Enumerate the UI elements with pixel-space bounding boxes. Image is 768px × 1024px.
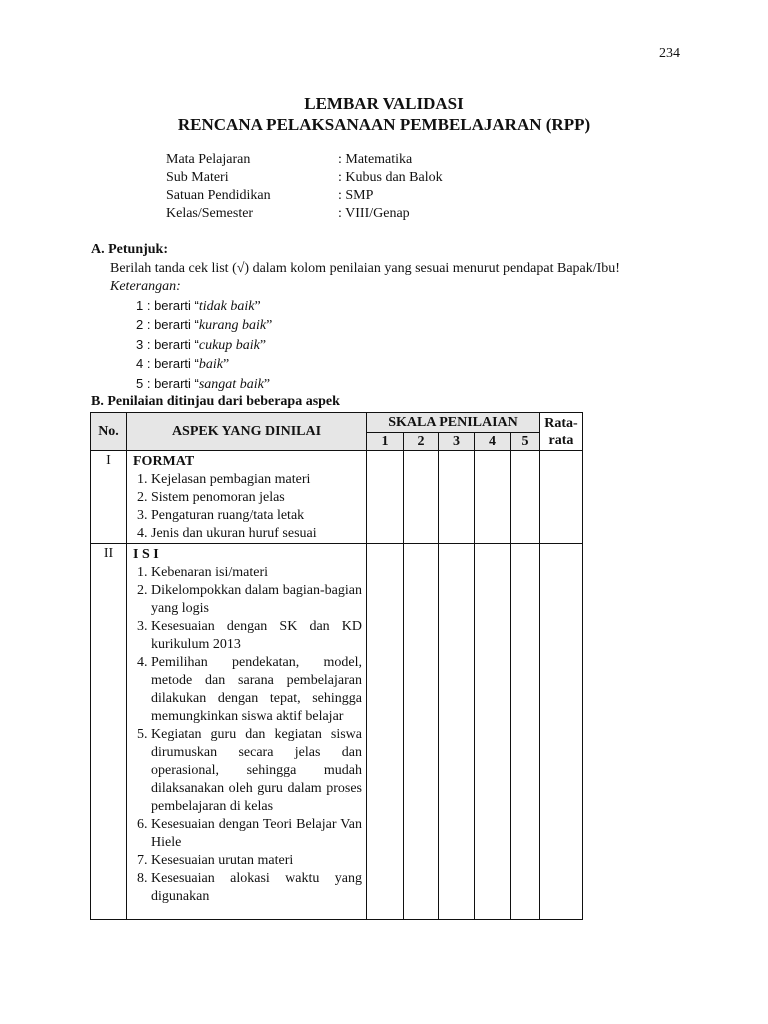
info-label: Sub Materi <box>166 170 229 185</box>
scale-3: 3 <box>439 433 475 451</box>
criteria-list <box>133 564 362 906</box>
criteria-item: 3. Kesesuaian dengan SK dan KD kurikulum 2013 <box>151 618 362 654</box>
rating-cell-1[interactable] <box>367 451 404 544</box>
criteria-item: 4. Jenis dan ukuran huruf sesuai <box>151 525 362 543</box>
validation-table <box>90 412 583 920</box>
criteria-item: 5. Kegiatan guru dan kegiatan siswa dirumuskan secara jelas dan operasional, sehingga mudah dilaksanakan oleh guru dalam proses pembelajaran di kelas <box>151 726 362 816</box>
scale-5: 5 <box>511 433 540 451</box>
header-aspect: ASPEK YANG DINILAI <box>127 413 367 451</box>
info-value: : VIII/Genap <box>338 206 410 221</box>
rating-cell-4[interactable] <box>475 544 511 920</box>
rating-cell-3[interactable] <box>439 451 475 544</box>
instructions-text: Berilah tanda cek list (√) dalam kolom penilaian yang sesuai menurut pendapat Bapak/Ibu! <box>110 260 620 276</box>
scale-1: 1 <box>367 433 404 451</box>
rating-cell-4[interactable] <box>475 451 511 544</box>
instructions-heading: A. Petunjuk: <box>91 242 169 257</box>
info-row-sub-material <box>166 169 443 187</box>
legend-item: 5 : berarti “sangat baik” <box>136 375 271 392</box>
group-title: I S I <box>133 547 159 562</box>
info-value: : SMP <box>338 188 374 203</box>
info-row-school-level <box>166 187 443 205</box>
row-number: II <box>91 544 127 920</box>
header-average: Rata-rata <box>540 413 583 451</box>
legend-item: 1 : berarti “tidak baik” <box>136 297 261 314</box>
info-value: : Kubus dan Balok <box>338 170 443 185</box>
info-value: : Matematika <box>338 152 413 167</box>
header-rating-scale: SKALA PENILAIAN <box>367 413 540 433</box>
legend-item: 2 : berarti “kurang baik” <box>136 317 273 333</box>
info-row-class-semester <box>166 205 443 223</box>
legend-item: 3 : berarti “cukup baik” <box>136 336 267 353</box>
table-row <box>91 544 583 920</box>
criteria-item: 1. Kejelasan pembagian materi <box>151 471 362 489</box>
criteria-item: 1. Kebenaran isi/materi <box>151 564 362 582</box>
rating-legend <box>91 297 711 395</box>
info-row-subject <box>166 151 443 169</box>
criteria-item: 8. Kesesuaian alokasi waktu yang digunakan <box>151 870 362 906</box>
criteria-item: 7. Kesesuaian urutan materi <box>151 852 362 870</box>
table-row <box>91 451 583 544</box>
header-no: No. <box>91 413 127 451</box>
document-title-line-2: RENCANA PELAKSANAAN PEMBELAJARAN (RPP) <box>177 115 591 134</box>
rating-cell-5[interactable] <box>511 451 540 544</box>
group-title: FORMAT <box>133 454 195 469</box>
info-label: Satuan Pendidikan <box>166 188 271 203</box>
document-title-line-1: LEMBAR VALIDASI <box>304 94 464 113</box>
instructions-section <box>91 241 711 394</box>
identity-block <box>166 151 443 223</box>
rating-cell-1[interactable] <box>367 544 404 920</box>
criteria-item: 3. Pengaturan ruang/tata letak <box>151 507 362 525</box>
aspect-cell <box>127 451 367 544</box>
rating-cell-2[interactable] <box>404 451 439 544</box>
assessment-heading: B. Penilaian ditinjau dari beberapa aspek <box>91 394 340 409</box>
average-cell[interactable] <box>540 544 583 920</box>
aspect-cell <box>127 544 367 920</box>
average-cell[interactable] <box>540 451 583 544</box>
criteria-item: 2. Dikelompokkan dalam bagian-bagian yang logis <box>151 582 362 618</box>
legend-item: 4 : berarti “baik” <box>136 356 230 372</box>
scale-2: 2 <box>404 433 439 451</box>
criteria-list <box>133 471 362 543</box>
scale-4: 4 <box>475 433 511 451</box>
criteria-item: 4. Pemilihan pendekatan, model, metode dan sarana pembelajaran dilakukan dengan tepat, sehingga memungkinkan siswa aktif belajar <box>151 654 362 726</box>
keterangan-label: Keterangan: <box>110 279 181 294</box>
rating-cell-3[interactable] <box>439 544 475 920</box>
info-label: Mata Pelajaran <box>166 152 251 167</box>
criteria-item: 2. Sistem penomoran jelas <box>151 489 362 507</box>
page-number: 234 <box>659 46 680 61</box>
criteria-item: 6. Kesesuaian dengan Teori Belajar Van Hiele <box>151 816 362 852</box>
info-label: Kelas/Semester <box>166 206 254 221</box>
rating-cell-2[interactable] <box>404 544 439 920</box>
rating-cell-5[interactable] <box>511 544 540 920</box>
row-number: I <box>91 451 127 544</box>
